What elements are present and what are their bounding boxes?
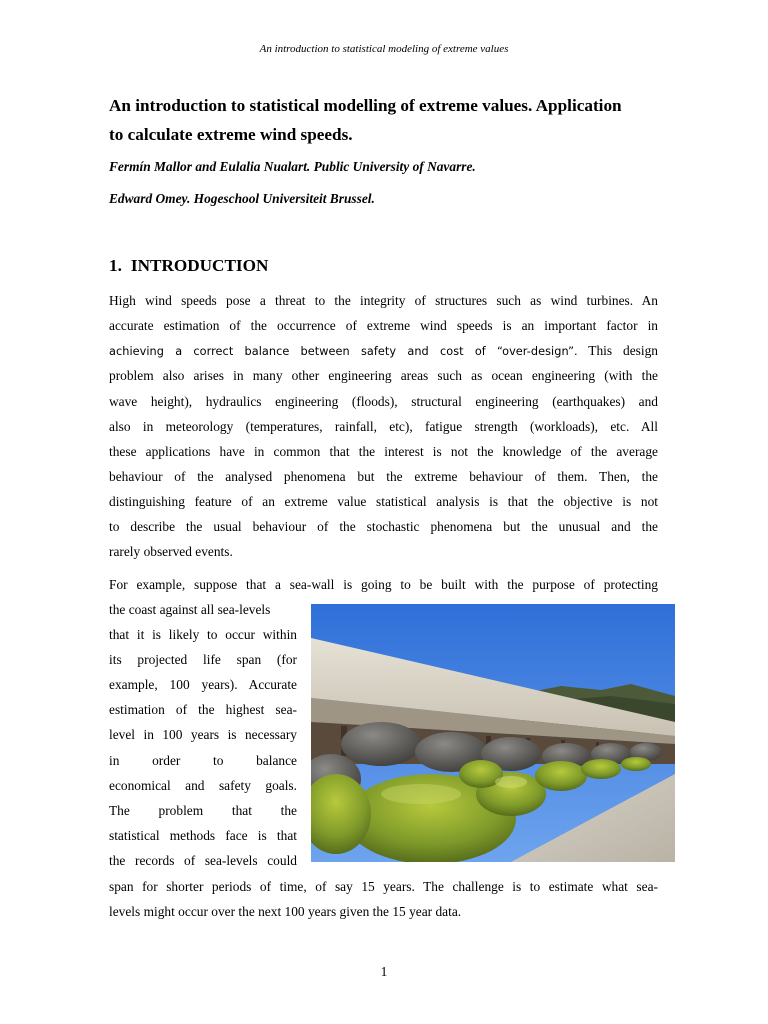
body-line: distinguishing feature of an extreme value statistical analysis is that the objective is not (109, 494, 658, 509)
body-line: span for shorter periods of time, of say 15 years. The challenge is to estimate what sea- (109, 879, 658, 894)
body-line: the records of sea-levels could (109, 853, 297, 868)
body-line: example, 100 years). Accurate (109, 677, 297, 692)
body-line: accurate estimation of the occurrence of extreme wind speeds is an important factor in (109, 318, 658, 333)
paper-title-line-2: to calculate extreme wind speeds. (109, 125, 353, 144)
section-heading (109, 256, 268, 276)
body-line: behaviour of the analysed phenomena but the extreme behaviour of them. Then, the (109, 469, 658, 484)
authors-line-1: Fermín Mallor and Eulalia Nualart. Public University of Navarre. (109, 159, 476, 174)
section-title: INTRODUCTION (130, 256, 269, 275)
body-line: also in meteorology (temperatures, rainfall, etc), fatigue strength (workloads), etc. All (109, 419, 658, 434)
body-line: estimation of the highest sea- (109, 702, 297, 717)
body-line: problem also arises in many other engineering areas such as ocean engineering (with the (109, 368, 658, 383)
body-line: For example, suppose that a sea-wall is going to be built with the purpose of protecting (109, 577, 658, 592)
paper-title-line-1: An introduction to statistical modelling of extreme values. Application (109, 96, 622, 115)
body-line: economical and safety goals. (109, 778, 297, 793)
body-line: in order to balance (109, 753, 297, 768)
section-number: 1. (109, 256, 122, 275)
body-line: statistical methods face is that (109, 828, 297, 843)
authors-line-2: Edward Omey. Hogeschool Universiteit Brussel. (109, 191, 375, 206)
body-line: levels might occur over the next 100 years given the 15 year data. (109, 904, 462, 919)
body-text-segment: This design (577, 343, 658, 358)
body-line: these applications have in common that the interest is not the knowledge of the average (109, 444, 658, 459)
body-line: the coast against all sea-levels (109, 602, 271, 617)
body-line (109, 342, 658, 361)
body-line: to describe the usual behaviour of the stochastic phenomena but the unusual and the (109, 519, 658, 534)
body-line: High wind speeds pose a threat to the integrity of structures such as wind turbines. An (109, 293, 658, 308)
page-number: 1 (380, 964, 388, 979)
body-line: wave height), hydraulics engineering (floods), structural engineering (earthquakes) and (109, 394, 658, 409)
running-header: An introduction to statistical modeling of extreme values (259, 43, 509, 55)
body-text-segment: achieving a correct balance between safety and cost of “over-design”. (109, 345, 578, 358)
body-line: The problem that the (109, 803, 297, 818)
body-line: level in 100 years is necessary (109, 727, 297, 742)
sea-wall-photo-graphic (311, 604, 675, 862)
paper-title (109, 91, 664, 149)
body-line: rarely observed events. (109, 544, 233, 559)
sea-wall-photo (311, 604, 675, 862)
body-line: that it is likely to occur within (109, 627, 297, 642)
body-line: its projected life span (for (109, 652, 297, 667)
